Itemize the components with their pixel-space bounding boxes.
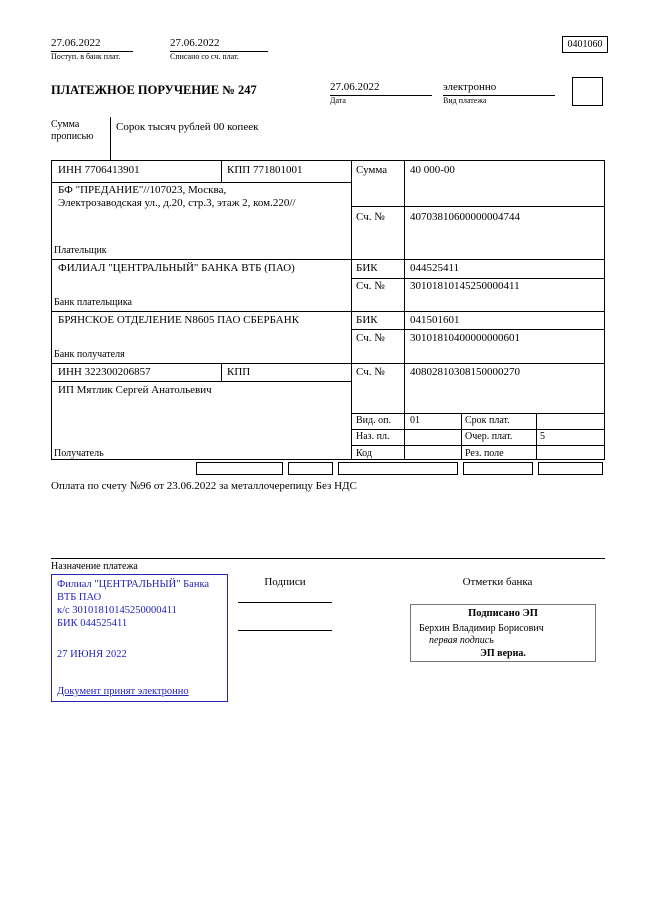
esign-stamp [410, 604, 596, 662]
payer-bank-name: ФИЛИАЛ "ЦЕНТРАЛЬНЫЙ" БАНКА ВТБ (ПАО) [58, 262, 295, 274]
grid-line [351, 329, 604, 330]
stamp-bik: БИК 044525411 [57, 618, 128, 629]
naz-pl-label: Наз. пл. [356, 431, 390, 442]
payer-bank-bik: 044525411 [410, 262, 460, 274]
amount-words-divider [110, 117, 111, 160]
payee-name: ИП Мятлик Сергей Анатольевич [58, 384, 212, 396]
esign-subtitle: первая подпись [429, 635, 494, 646]
document-title: ПЛАТЕЖНОЕ ПОРУЧЕНИЕ № 247 [51, 83, 257, 97]
extra-field-box [288, 462, 333, 475]
payee-bank-account-label: Сч. № [356, 332, 385, 344]
payer-bank-account: 30101810145250000411 [410, 280, 520, 292]
payee-bank-bik: 041501601 [410, 314, 460, 326]
grid-line [351, 278, 604, 279]
payee-account: 40802810308150000270 [410, 366, 520, 378]
payer-kpp: КПП 771801001 [227, 164, 303, 176]
vid-op-value: 01 [410, 415, 420, 426]
grid-line [52, 182, 351, 183]
received-date-value: 27.06.2022 [51, 37, 133, 52]
grid-line [536, 413, 537, 459]
extra-field-box [338, 462, 458, 475]
amount-words-label: Сумма прописью [51, 119, 94, 142]
grid-line [351, 413, 604, 414]
stamp-corr-account: к/с 30101810145250000411 [57, 605, 177, 616]
signature-line [238, 602, 332, 603]
payee-kpp-label: КПП [227, 366, 251, 378]
header-date-field [330, 81, 432, 106]
grid-line [221, 363, 222, 381]
rez-pole-label: Рез. поле [465, 448, 504, 459]
payer-bank-caption: Банк плательщика [54, 297, 132, 308]
amount-words-value: Сорок тысяч рублей 00 копеек [116, 121, 259, 133]
payment-kind-value: электронно [443, 81, 555, 96]
debited-date-value: 27.06.2022 [170, 37, 268, 52]
payee-bank-bik-label: БИК [356, 314, 378, 326]
grid-line [52, 311, 604, 312]
srok-plat-label: Срок плат. [465, 415, 510, 426]
stamp-date: 27 ИЮНЯ 2022 [57, 649, 127, 660]
payee-bank-caption: Банк получателя [54, 349, 125, 360]
payee-account-label: Сч. № [356, 366, 385, 378]
payment-kind-label: Вид платежа [443, 95, 487, 105]
grid-line [52, 363, 604, 364]
payer-bank-bik-label: БИК [356, 262, 378, 274]
form-code-box: 0401060 [562, 36, 608, 53]
payee-bank-account: 30101810400000000601 [410, 332, 520, 344]
kod-label: Код [356, 448, 372, 459]
header-date-label: Дата [330, 95, 346, 105]
purpose-caption: Назначение платежа [51, 561, 138, 572]
received-date-field [51, 37, 133, 62]
esign-title: Подписано ЭП [468, 608, 538, 619]
payee-inn: ИНН 322300206857 [58, 366, 151, 378]
payer-inn: ИНН 7706413901 [58, 164, 140, 176]
signature-line [238, 630, 332, 631]
esign-verified: ЭП верна. [480, 648, 526, 659]
payer-name: БФ "ПРЕДАНИЕ"//107023, Москва, Электрозаводская ул., д.20, стр.3, этаж 2, ком.220// [58, 184, 296, 209]
extra-field-box [196, 462, 283, 475]
grid-line [351, 206, 604, 207]
signatures-title: Подписи [264, 576, 306, 588]
status-field-box [572, 77, 603, 106]
grid-line [351, 429, 604, 430]
payer-account-label: Сч. № [356, 211, 385, 223]
bank-acceptance-stamp [51, 574, 228, 702]
purpose-underline [51, 558, 605, 559]
stamp-note: Документ принят электронно [57, 686, 189, 697]
ocher-plat-label: Очер. плат. [465, 431, 513, 442]
payment-details-table [51, 160, 605, 460]
payer-bank-account-label: Сч. № [356, 280, 385, 292]
payer-account: 40703810600000004744 [410, 211, 520, 223]
debited-date-label: Списано со сч. плат. [170, 51, 239, 61]
grid-line [351, 445, 604, 446]
purpose-text: Оплата по счету №96 от 23.06.2022 за металлочерепицу Без НДС [51, 480, 357, 492]
grid-line [221, 161, 222, 182]
grid-line [52, 381, 351, 382]
esign-signer-name: Берхин Владимир Борисович [419, 623, 544, 634]
header-date-value: 27.06.2022 [330, 81, 432, 96]
payee-caption: Получатель [54, 448, 104, 459]
stamp-bank-name: Филиал "ЦЕНТРАЛЬНЫЙ" Банка ВТБ ПАО [57, 579, 210, 603]
vid-op-label: Вид. оп. [356, 415, 391, 426]
debited-date-field [170, 37, 268, 62]
extra-field-box [463, 462, 533, 475]
payer-caption: Плательщик [54, 245, 107, 256]
sum-value: 40 000-00 [410, 164, 455, 176]
bank-marks-title: Отметки банка [462, 576, 533, 588]
sum-label: Сумма [356, 164, 388, 176]
ocher-plat-value: 5 [540, 431, 545, 442]
payment-kind-field [443, 81, 555, 106]
extra-field-box [538, 462, 603, 475]
grid-line [52, 259, 604, 260]
received-date-label: Поступ. в банк плат. [51, 51, 121, 61]
grid-line [461, 413, 462, 459]
payee-bank-name: БРЯНСКОЕ ОТДЕЛЕНИЕ N8605 ПАО СБЕРБАНК [58, 314, 300, 326]
